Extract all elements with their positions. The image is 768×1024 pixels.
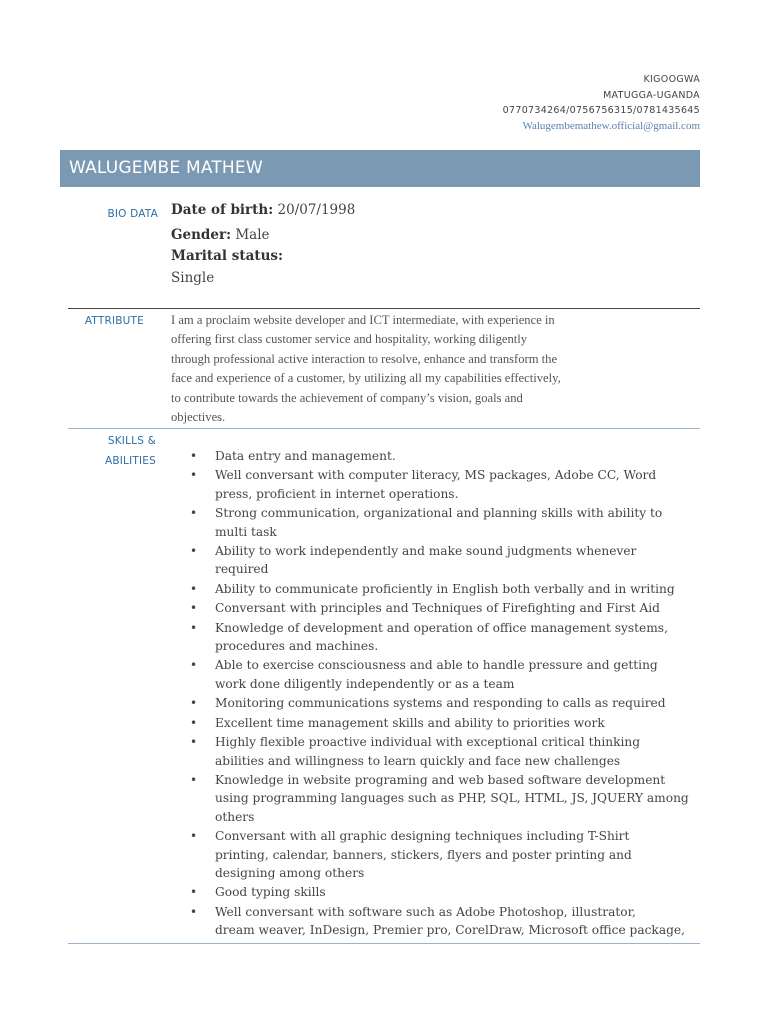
phone-numbers: 0770734264/0756756315/0781435645	[502, 105, 700, 116]
skill-text-line: Conversant with principles and Techniques of Firefighting and First Aid	[215, 601, 660, 616]
bullet-icon: •	[190, 581, 198, 596]
bullet-icon: •	[190, 696, 198, 711]
address-line-1: KIGOOGWA	[643, 74, 700, 85]
section-divider	[68, 943, 700, 944]
gender-value: Male	[235, 227, 270, 243]
skill-text-line: Conversant with all graphic designing techniques including T-Shirt	[215, 829, 630, 844]
skill-item	[171, 733, 701, 770]
skill-text	[215, 447, 701, 465]
skill-text	[215, 599, 701, 617]
skill-text-line: Well conversant with software such as Adobe Photoshop, illustrator,	[215, 904, 636, 919]
attribute-label: ATTRIBUTE	[84, 315, 144, 327]
skill-text-line: press, proficient in internet operations.	[215, 486, 459, 501]
bullet-icon: •	[190, 715, 198, 730]
skill-item	[171, 599, 701, 617]
skill-item	[171, 656, 701, 693]
bullet-icon: •	[190, 829, 198, 844]
skill-text-line: using programming languages such as PHP, SQL, HTML, JS, JQUERY among	[215, 791, 689, 806]
address-line-2: MATUGGA-UGANDA	[603, 89, 700, 101]
attribute-line: face and experience of a customer, by utilizing all my capabilities effectively,	[171, 371, 561, 386]
bullet-icon: •	[190, 620, 198, 635]
bullet-icon: •	[190, 601, 198, 616]
skill-text-line: Ability to communicate proficiently in English both verbally and in writing	[215, 581, 675, 596]
skill-text-line: others	[215, 809, 255, 824]
skill-item	[171, 466, 701, 503]
skill-text	[215, 771, 701, 826]
skill-item	[171, 504, 701, 541]
email-link[interactable]: Walugembemathew.official@gmail.com	[522, 119, 700, 132]
bullet-icon: •	[190, 449, 198, 463]
skill-text-line: Excellent time management skills and ability to priorities work	[215, 715, 605, 730]
skill-text	[215, 827, 701, 882]
attribute-line: to contribute towards the achievement of company’s vision, goals and	[171, 390, 523, 405]
bullet-icon: •	[190, 735, 198, 750]
skill-text-line: Able to exercise consciousness and able to handle pressure and getting	[215, 658, 658, 673]
skill-text-line: Knowledge in website programing and web based software development	[215, 772, 666, 787]
marital-row	[171, 248, 283, 264]
skill-text-line: dream weaver, InDesign, Premier pro, CorelDraw, Microsoft office package,	[215, 923, 685, 938]
skill-text	[215, 694, 701, 712]
attribute-line: I am a proclaim website developer and ICT intermediate, with experience in	[171, 313, 555, 327]
skill-item	[171, 771, 701, 826]
dob-value: 20/07/1998	[277, 202, 356, 218]
skill-text-line: Strong communication, organizational and planning skills with ability to	[215, 506, 663, 521]
skill-item	[171, 447, 701, 465]
section-divider	[68, 428, 700, 429]
skill-item	[171, 903, 701, 940]
marital-label: Marital status:	[171, 248, 283, 264]
skill-item	[171, 619, 701, 656]
skill-text	[215, 542, 701, 579]
skill-text-line: Monitoring communications systems and responding to calls as required	[215, 696, 666, 711]
skill-text	[215, 656, 701, 693]
dob-row	[171, 202, 355, 218]
section-divider	[68, 308, 700, 309]
skill-item	[171, 580, 701, 598]
skill-text-line: work done diligently independently or as a team	[215, 676, 515, 691]
dob-label: Date of birth:	[171, 202, 274, 218]
skill-text	[215, 619, 701, 656]
skill-item	[171, 694, 701, 712]
skill-text	[215, 466, 701, 503]
bullet-icon: •	[190, 544, 198, 559]
name-banner	[60, 150, 700, 187]
skill-text-line: Well conversant with computer literacy, MS packages, Adobe CC, Word	[215, 468, 657, 483]
skills-list	[171, 447, 701, 941]
skill-text	[215, 903, 701, 940]
skill-text-line: Good typing skills	[215, 885, 326, 900]
contact-block	[503, 72, 700, 134]
attribute-line: through professional active interaction to resolve, enhance and transform the	[171, 351, 558, 366]
skill-text-line: required	[215, 562, 269, 577]
skill-text-line: printing, calendar, banners, stickers, flyers and poster printing and	[215, 847, 632, 862]
skill-text-line: procedures and machines.	[215, 639, 379, 654]
skill-text	[215, 504, 701, 541]
skill-item	[171, 827, 701, 882]
skill-text-line: Ability to work independently and make sound judgments whenever	[215, 544, 637, 559]
bullet-icon: •	[190, 885, 198, 900]
skill-text-line: Knowledge of development and operation of office management systems,	[215, 620, 668, 635]
skill-text	[215, 714, 701, 732]
skill-text-line: Data entry and management.	[215, 449, 396, 463]
bullet-icon: •	[190, 772, 198, 787]
skill-item	[171, 883, 701, 901]
bullet-icon: •	[190, 904, 198, 919]
skill-text-line: abilities and willingness to learn quickly and face new challenges	[215, 753, 621, 768]
skill-text	[215, 580, 701, 598]
skill-text	[215, 733, 701, 770]
skill-text-line: designing among others	[215, 865, 365, 880]
gender-label: Gender:	[171, 227, 232, 243]
bullet-icon: •	[190, 468, 198, 483]
attribute-paragraph	[171, 311, 611, 427]
bio-data-label: BIO DATA	[107, 208, 158, 220]
skills-label-line-1: SKILLS &	[107, 435, 156, 447]
skill-text	[215, 883, 701, 901]
skill-item	[171, 542, 701, 579]
marital-value-row	[171, 270, 214, 286]
skill-text-line: Highly flexible proactive individual with exceptional critical thinking	[215, 735, 641, 750]
bullet-icon: •	[190, 506, 198, 521]
gender-row	[171, 227, 270, 243]
skills-label-line-2: ABILITIES	[104, 455, 156, 467]
attribute-line: objectives.	[171, 410, 226, 425]
skill-text-line: multi task	[215, 524, 277, 539]
attribute-line: offering first class customer service and hospitality, working diligently	[171, 332, 528, 347]
candidate-name: WALUGEMBE MATHEW	[69, 158, 263, 178]
skill-item	[171, 714, 701, 732]
bullet-icon: •	[190, 658, 198, 673]
marital-value: Single	[171, 270, 215, 286]
